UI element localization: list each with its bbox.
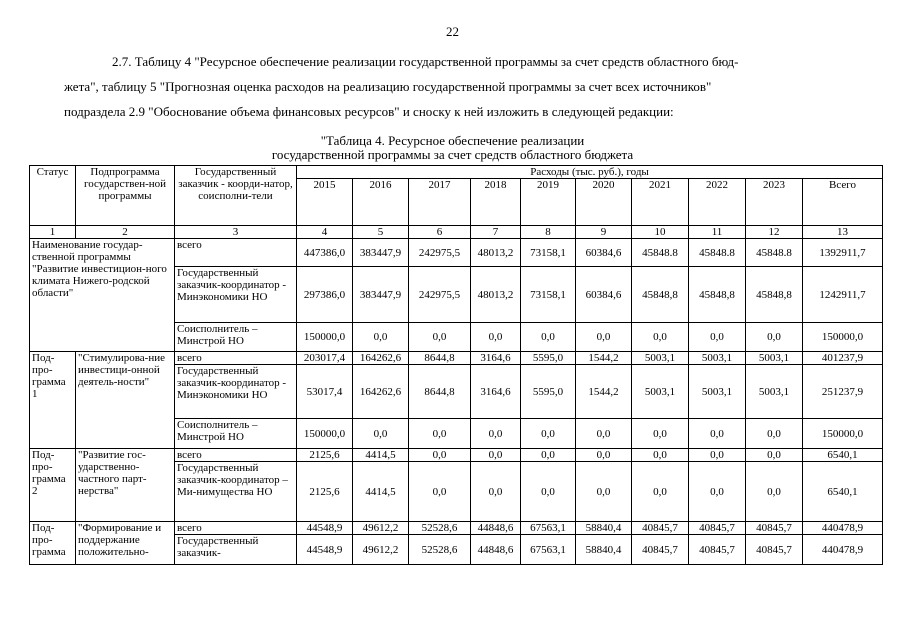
value-cell: 0,0 [471,462,521,522]
value-cell: 0,0 [746,323,803,352]
header-customer: Государственный заказчик - коорди-натор, соисполни-тели [175,166,297,226]
intro-line-3: подраздела 2.9 "Обоснование объема финансовых ресурсов" и сноску к ней изложить в следующей редакции: [64,104,674,119]
value-cell: 45848.8 [746,239,803,267]
table-row [30,522,883,535]
header-year: 2023 [746,179,803,226]
value-cell: 73158,1 [521,239,576,267]
value-cell: 5003,1 [632,365,689,419]
value-cell: 0,0 [689,323,746,352]
subprogram-status: Под-про-грамма [30,522,76,565]
header-status: Статус [30,166,76,226]
header-year: 2020 [576,179,632,226]
column-number: 10 [632,226,689,239]
value-cell: 242975,5 [409,267,471,323]
value-cell: 0,0 [409,323,471,352]
value-cell: 0,0 [353,323,409,352]
row-label: Государственный заказчик- [175,535,297,565]
row-label: Государственный заказчик-координатор – Ми-нимущества НО [175,462,297,522]
subprogram-name: "Формирование и поддержание положительно- [76,522,175,565]
value-cell: 0,0 [409,462,471,522]
value-cell: 0,0 [409,419,471,449]
value-cell: 67563,1 [521,522,576,535]
value-cell: 0,0 [632,462,689,522]
value-cell: 164262,6 [353,365,409,419]
value-cell: 40845,7 [632,535,689,565]
value-cell: 0,0 [521,449,576,462]
value-cell: 447386,0 [297,239,353,267]
value-cell: 44848,6 [471,522,521,535]
value-cell: 8644,8 [409,352,471,365]
value-cell: 6540,1 [803,449,883,462]
value-cell: 48013,2 [471,239,521,267]
value-cell: 0,0 [521,323,576,352]
value-cell: 0,0 [689,462,746,522]
value-cell: 0,0 [521,462,576,522]
intro-paragraph [64,49,850,124]
column-number: 9 [576,226,632,239]
value-cell: 8644,8 [409,365,471,419]
row-label: всего [175,449,297,462]
value-cell: 1392911,7 [803,239,883,267]
value-cell: 0,0 [632,419,689,449]
budget-table [29,165,883,565]
value-cell: 52528,6 [409,535,471,565]
value-cell: 297386,0 [297,267,353,323]
header-subprogram: Подпрограмма государствен-ной программы [76,166,175,226]
header-year: 2019 [521,179,576,226]
value-cell: 0,0 [689,449,746,462]
value-cell: 5003,1 [632,352,689,365]
value-cell: 150000,0 [297,419,353,449]
value-cell: 242975,5 [409,239,471,267]
value-cell: 0,0 [471,449,521,462]
value-cell: 44548,9 [297,522,353,535]
value-cell: 440478,9 [803,535,883,565]
value-cell: 5595,0 [521,365,576,419]
value-cell: 0,0 [471,419,521,449]
value-cell: 0,0 [521,419,576,449]
value-cell: 5003,1 [689,365,746,419]
header-year: 2018 [471,179,521,226]
value-cell: 5003,1 [746,365,803,419]
value-cell: 1544,2 [576,352,632,365]
value-cell: 3164,6 [471,352,521,365]
table-row [30,449,883,462]
value-cell: 60384,6 [576,267,632,323]
value-cell: 52528,6 [409,522,471,535]
column-number: 7 [471,226,521,239]
value-cell: 164262,6 [353,352,409,365]
value-cell: 0,0 [576,323,632,352]
value-cell: 45848,8 [632,267,689,323]
program-name: Наименование государ-ственной программы "Развитие инвестицион-ного климата Нижего-родской области" [30,239,175,352]
value-cell: 6540,1 [803,462,883,522]
value-cell: 49612,2 [353,522,409,535]
value-cell: 0,0 [576,462,632,522]
value-cell: 0,0 [353,419,409,449]
column-number: 11 [689,226,746,239]
intro-line-2: жета", таблицу 5 "Прогнозная оценка расходов на реализацию государственной программы за счет всех источников" [64,79,712,94]
value-cell: 67563,1 [521,535,576,565]
subprogram-name: "Развитие гос-ударственно-частного парт-нерства" [76,449,175,522]
value-cell: 53017,4 [297,365,353,419]
value-cell: 251237,9 [803,365,883,419]
value-cell: 0,0 [409,449,471,462]
header-year: 2021 [632,179,689,226]
header-year: 2016 [353,179,409,226]
column-number: 3 [175,226,297,239]
column-number: 1 [30,226,76,239]
column-number: 6 [409,226,471,239]
subprogram-status: Под-про-грамма 2 [30,449,76,522]
table-title [0,134,905,162]
row-label: всего [175,352,297,365]
column-number: 8 [521,226,576,239]
value-cell: 0,0 [632,323,689,352]
value-cell: 49612,2 [353,535,409,565]
value-cell: 2125,6 [297,449,353,462]
value-cell: 58840,4 [576,522,632,535]
value-cell: 48013,2 [471,267,521,323]
header-year: Всего [803,179,883,226]
value-cell: 40845,7 [689,522,746,535]
row-label: Соисполнитель – Минстрой НО [175,419,297,449]
value-cell: 40845,7 [632,522,689,535]
row-label: всего [175,239,297,267]
column-number: 12 [746,226,803,239]
value-cell: 4414,5 [353,449,409,462]
value-cell: 40845,7 [746,522,803,535]
value-cell: 1242911,7 [803,267,883,323]
header-expenses: Расходы (тыс. руб.), годы [297,166,883,179]
value-cell: 401237,9 [803,352,883,365]
value-cell: 58840,4 [576,535,632,565]
value-cell: 40845,7 [689,535,746,565]
table-title-line-2: государственной программы за счет средств областного бюджета [271,147,634,162]
value-cell: 0,0 [471,323,521,352]
value-cell: 45848,8 [689,267,746,323]
value-cell: 0,0 [746,462,803,522]
value-cell: 3164,6 [471,365,521,419]
column-number: 2 [76,226,175,239]
value-cell: 60384,6 [576,239,632,267]
value-cell: 440478,9 [803,522,883,535]
header-year: 2022 [689,179,746,226]
value-cell: 150000,0 [803,419,883,449]
value-cell: 45848.8 [689,239,746,267]
value-cell: 5003,1 [689,352,746,365]
column-number: 5 [353,226,409,239]
header-year: 2017 [409,179,471,226]
value-cell: 44848,6 [471,535,521,565]
value-cell: 0,0 [576,449,632,462]
intro-line-1: 2.7. Таблицу 4 "Ресурсное обеспечение реализации государственной программы за счет средств областного бюд- [112,54,739,69]
table-row [30,352,883,365]
value-cell: 45848,8 [746,267,803,323]
table-title-line-1: "Таблица 4. Ресурсное обеспечение реализации [320,133,585,148]
page-number: 22 [446,24,459,39]
value-cell: 150000,0 [297,323,353,352]
column-number: 4 [297,226,353,239]
value-cell: 40845,7 [746,535,803,565]
value-cell: 0,0 [689,419,746,449]
header-year: 2015 [297,179,353,226]
value-cell: 45848.8 [632,239,689,267]
value-cell: 1544,2 [576,365,632,419]
value-cell: 4414,5 [353,462,409,522]
value-cell: 383447,9 [353,267,409,323]
column-number: 13 [803,226,883,239]
row-label: Соисполнитель – Минстрой НО [175,323,297,352]
value-cell: 2125,6 [297,462,353,522]
value-cell: 5595,0 [521,352,576,365]
row-label: Государственный заказчик-координатор - Минэкономики НО [175,267,297,323]
value-cell: 0,0 [576,419,632,449]
value-cell: 150000,0 [803,323,883,352]
value-cell: 0,0 [746,419,803,449]
value-cell: 203017,4 [297,352,353,365]
value-cell: 73158,1 [521,267,576,323]
value-cell: 5003,1 [746,352,803,365]
row-label: всего [175,522,297,535]
row-label: Государственный заказчик-координатор - Минэкономики НО [175,365,297,419]
value-cell: 383447,9 [353,239,409,267]
value-cell: 44548,9 [297,535,353,565]
value-cell: 0,0 [632,449,689,462]
subprogram-status: Под-про-грамма 1 [30,352,76,449]
subprogram-name: "Стимулирова-ние инвестици-онной деятель-ности" [76,352,175,449]
table-row [30,239,883,267]
value-cell: 0,0 [746,449,803,462]
